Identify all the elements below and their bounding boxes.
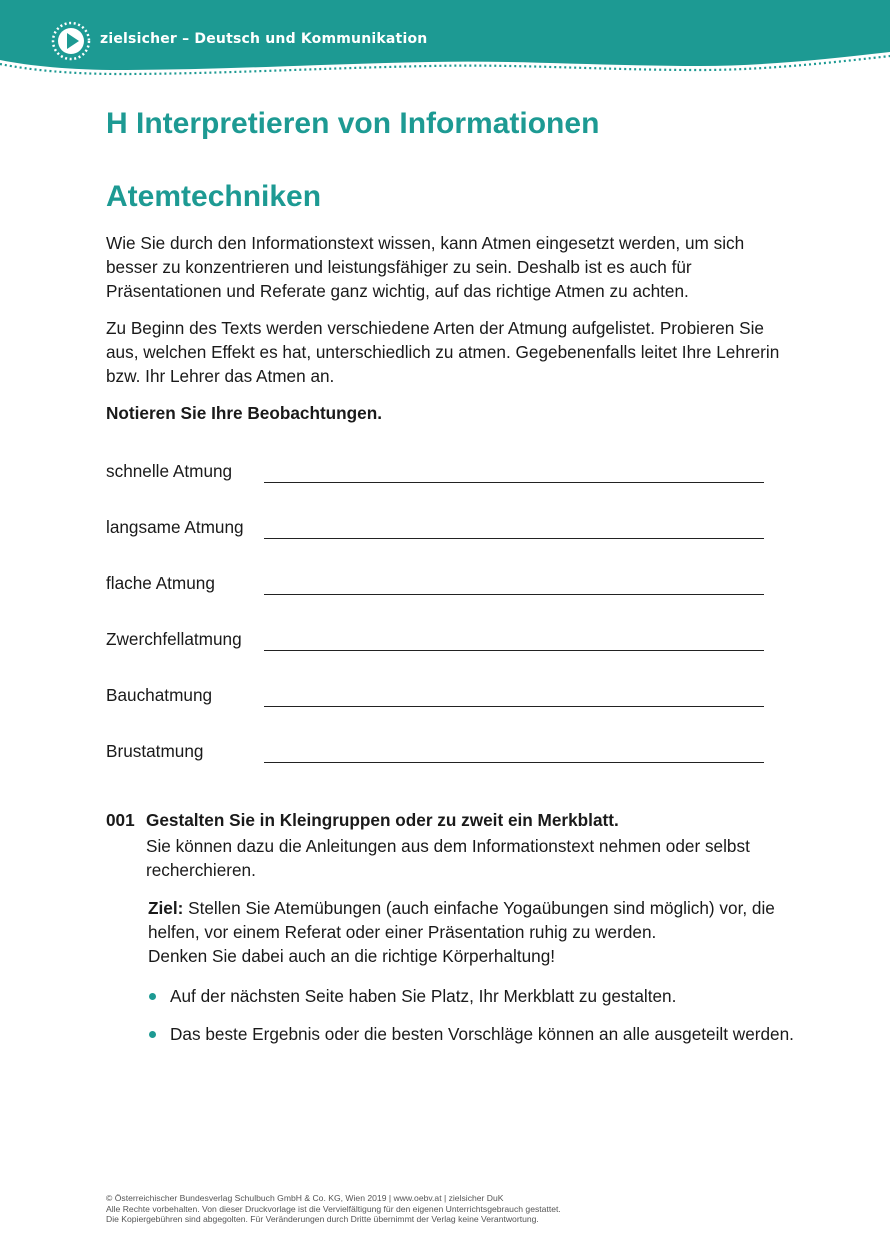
observation-label: flache Atmung — [106, 573, 215, 593]
answer-line[interactable] — [264, 706, 764, 707]
goal-text: Stellen Sie Atemübungen (auch einfache Yogaübungen sind möglich) vor, die helfen, vor einem Referat oder einer Präsentation ruhig zu werden. — [148, 898, 775, 942]
observation-label: Brustatmung — [106, 741, 204, 761]
observation-label: Bauchatmung — [106, 685, 213, 705]
answer-line[interactable] — [264, 762, 764, 763]
answer-line[interactable] — [264, 482, 764, 483]
answer-line[interactable] — [264, 538, 764, 539]
footer-line: Alle Rechte vorbehalten. Von dieser Druckvorlage ist die Vervielfältigung für den eigenen Unterrichtsgebrauch gestattet. — [106, 1203, 561, 1214]
observation-label: langsame Atmung — [106, 517, 244, 537]
task-title: Gestalten Sie in Kleingruppen oder zu zweit ein Merkblatt. — [146, 810, 619, 830]
intro-paragraph: Wie Sie durch den Informationstext wissen, kann Atmen eingesetzt werden, um sich besser zu konzentrieren und leistungsfähiger zu sein. Deshalb ist es auch für Präsentationen und Referate ganz wichtig, auf das richtige Atmen zu achten. — [106, 233, 745, 301]
list-item — [148, 1022, 798, 1046]
intro-paragraph: Zu Beginn des Texts werden verschiedene Arten der Atmung aufgelistet. Probieren Sie aus, welchen Effekt es hat, unterschiedlich zu atmen. Gegebenenfalls leitet Ihre Lehrerin bzw. Ihr Lehrer das Atmen an. — [106, 318, 780, 386]
copyright-footer — [106, 1193, 826, 1225]
observation-row — [106, 629, 766, 659]
observation-row — [106, 741, 766, 771]
topic-title: Atemtechniken — [106, 180, 322, 213]
goal-block — [148, 896, 798, 968]
observation-row — [106, 461, 766, 491]
observation-row — [106, 573, 766, 603]
observation-label: Zwerchfellatmung — [106, 629, 242, 649]
footer-line: © Österreichischer Bundesverlag Schulbuch GmbH & Co. KG, Wien 2019 | www.oebv.at | zielsicher DuK — [106, 1193, 504, 1203]
task-description: Sie können dazu die Anleitungen aus dem Informationstext nehmen oder selbst recherchieren. — [146, 836, 750, 880]
bullet-icon — [149, 993, 156, 1000]
play-logo-icon — [50, 20, 92, 62]
answer-line[interactable] — [264, 650, 764, 651]
answer-line[interactable] — [264, 594, 764, 595]
brand-title: zielsicher – Deutsch und Kommunikation — [100, 31, 428, 47]
task-number: 001 — [106, 810, 135, 830]
bullet-icon — [149, 1031, 156, 1038]
bullet-list — [148, 984, 798, 1060]
observation-label: schnelle Atmung — [106, 461, 233, 481]
footer-line: Die Kopiergebühren sind abgegolten. Für Veränderungen durch Dritte übernimmt der Verlag keine Verantwortung. — [106, 1214, 539, 1225]
goal-text-2: Denken Sie dabei auch an die richtige Körperhaltung! — [148, 946, 556, 966]
bullet-text: Das beste Ergebnis oder die besten Vorschläge können an alle ausgeteilt werden. — [170, 1024, 794, 1044]
instruction-text: Notieren Sie Ihre Beobachtungen. — [106, 403, 382, 423]
list-item — [148, 984, 798, 1008]
observation-row — [106, 517, 766, 547]
section-title: H Interpretieren von Informationen — [106, 107, 600, 140]
observation-row — [106, 685, 766, 715]
bullet-text: Auf der nächsten Seite haben Sie Platz, Ihr Merkblatt zu gestalten. — [170, 986, 677, 1006]
goal-label: Ziel: — [148, 898, 184, 918]
